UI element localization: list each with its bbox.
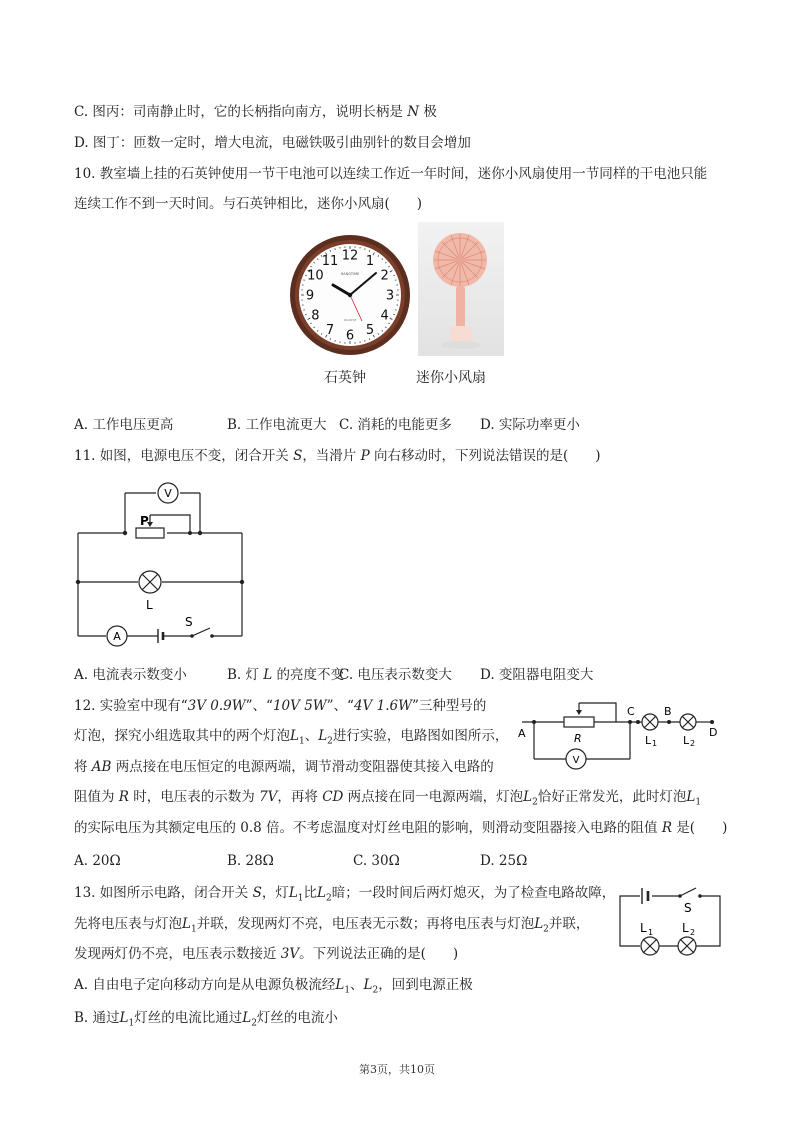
- point-c-label: C: [627, 705, 635, 718]
- fan-caption: 迷你小风扇: [416, 370, 486, 386]
- q12-stem-line5: 的实际电压为其额定电压的 0.8 倍。不考虑温度对灯丝电阻的影响，则滑动变阻器接入电路的阻值 R 是( ): [74, 820, 728, 836]
- clock-numeral: 6: [345, 328, 355, 344]
- q11-option-c: C. 电压表示数变大: [339, 667, 452, 683]
- clock-tick: [305, 314, 306, 315]
- q11-circuit-diagram: [70, 478, 250, 648]
- clock-numeral: 2: [380, 268, 389, 284]
- clock-tick: [330, 250, 331, 251]
- lamp-l2-sub: 2: [690, 739, 696, 748]
- q12-stem-line4: 阻值为 R 时，电压表的示数为 7V，再将 CD 两点接在同一电源两端，灯泡$L_2$恰好正常发光，此时灯泡$L_1$: [74, 789, 702, 808]
- q11-option-a: A. 电流表示数变小: [74, 667, 187, 683]
- q12-option-c: C. 30Ω: [353, 853, 400, 869]
- lamp-13-l2-sub: 2: [690, 928, 696, 937]
- voltmeter-12-label: V: [572, 755, 580, 766]
- q12-option-b: B. 28Ω: [227, 853, 274, 869]
- q11-option-b: B. 灯 L 的亮度不变: [227, 667, 345, 683]
- switch-label: S: [185, 615, 193, 629]
- clock-numeral: 3: [385, 288, 395, 304]
- clock-numeral: 10: [307, 268, 324, 284]
- clock-numeral: 12: [341, 248, 359, 264]
- quartz-clock-figure: [288, 233, 412, 357]
- q10-option-a: A. 工作电压更高: [74, 417, 174, 433]
- q10-stem-line1: 10. 教室墙上挂的石英钟使用一节干电池可以连续工作近一年时间，迷你小风扇使用一节同样的干电池只能: [74, 166, 708, 182]
- clock-numeral: 9: [305, 288, 315, 304]
- q12-stem-line2: 灯泡，探究小组选取其中的两个灯泡$L_1$、$L_2$进行实验，电路图如图所示，: [74, 728, 509, 747]
- q12-stem-line3: 将 AB 两点接在电压恒定的电源两端，调节滑动变阻器使其接入电路的: [74, 759, 494, 775]
- lamp-13-l2-label: L: [682, 921, 689, 935]
- clock-numeral: 1: [365, 253, 375, 269]
- lamp-l1-sub: 1: [652, 739, 658, 748]
- q11-option-d: D. 变阻器电阻变大: [480, 667, 594, 683]
- q13-stem-line2: 先将电压表与灯泡$L_1$并联，发现两灯不亮，电压表无示数；再将电压表与灯泡$L_2$并联，: [74, 916, 590, 935]
- clock-brand: HANGTIME: [340, 272, 360, 276]
- q10-option-d: D. 实际功率更小: [480, 417, 580, 433]
- q13-stem-line1: 13. 如图所示电路，闭合开关 S，灯$L_1$比$L_2$暗；一段时间后两灯熄灭，为了检查电路故障，: [74, 885, 616, 904]
- q12-stem-line1: 12. 实验室中现有“3V 0.9W”、“10V 5W”、“4V 1.6W”三种型号的: [74, 698, 487, 714]
- lamp-label: L: [146, 598, 153, 612]
- voltmeter-label: V: [164, 487, 172, 500]
- clock-numeral: 7: [325, 323, 335, 339]
- clock-tick: [393, 314, 394, 315]
- switch-13-label: S: [684, 901, 692, 915]
- lamp-l1-label: L: [645, 734, 652, 747]
- clock-tick: [369, 250, 370, 251]
- slider-label: P: [140, 514, 149, 528]
- ammeter-label: A: [113, 630, 121, 643]
- q10-option-b: B. 工作电流更大: [227, 417, 327, 433]
- q12-option-d: D. 25Ω: [480, 853, 528, 869]
- resistor-label: R: [574, 732, 582, 745]
- clock-tick: [330, 338, 331, 339]
- lamp-l2-label: L: [683, 734, 690, 747]
- q13-option-b: B. 通过$L_1$灯丝的电流比通过$L_2$灯丝的电流小: [74, 1010, 338, 1029]
- clock-numeral: 11: [321, 253, 339, 269]
- q13-stem-line3: 发现两灯仍不亮，电压表示数接近 3V。下列说法正确的是( ): [74, 946, 459, 962]
- q9-option-c: C. 图丙：司南静止时，它的长柄指向南方，说明长柄是 N 极: [74, 104, 437, 120]
- point-d-label: D: [709, 726, 718, 739]
- q11-stem: 11. 如图，电源电压不变，闭合开关 S，当滑片 P 向右移动时，下列说法错误的是( ): [74, 448, 601, 464]
- q9-option-d: D. 图丁：匝数一定时，增大电流，电磁铁吸引曲别针的数目会增加: [74, 135, 471, 151]
- lamp-13-l1-label: L: [640, 921, 647, 935]
- clock-numeral: 4: [380, 308, 389, 324]
- clock-tick: [393, 275, 394, 276]
- q13-circuit-diagram: [612, 880, 728, 958]
- clock-tick: [369, 338, 370, 339]
- q10-option-c: C. 消耗的电能更多: [339, 417, 452, 433]
- clock-numeral: 8: [311, 308, 320, 324]
- q12-circuit-diagram: [516, 694, 728, 776]
- clock-sub: QUARTZ: [343, 318, 357, 322]
- q10-stem-line2: 连续工作不到一天时间。与石英钟相比，迷你小风扇( ): [74, 196, 423, 212]
- q12-option-a: A. 20Ω: [74, 853, 121, 869]
- point-a-label: A: [518, 727, 526, 740]
- q13-option-a: A. 自由电子定向移动方向是从电源负极流经$L_1$、$L_2$，回到电源正极: [74, 977, 473, 996]
- page-footer: 第3页，共10页: [359, 1063, 435, 1076]
- clock-numeral: 5: [365, 323, 375, 339]
- lamp-13-l1-sub: 1: [648, 928, 654, 937]
- point-b-label: B: [664, 705, 672, 718]
- clock-caption: 石英钟: [324, 370, 366, 386]
- mini-fan-figure: [418, 222, 504, 356]
